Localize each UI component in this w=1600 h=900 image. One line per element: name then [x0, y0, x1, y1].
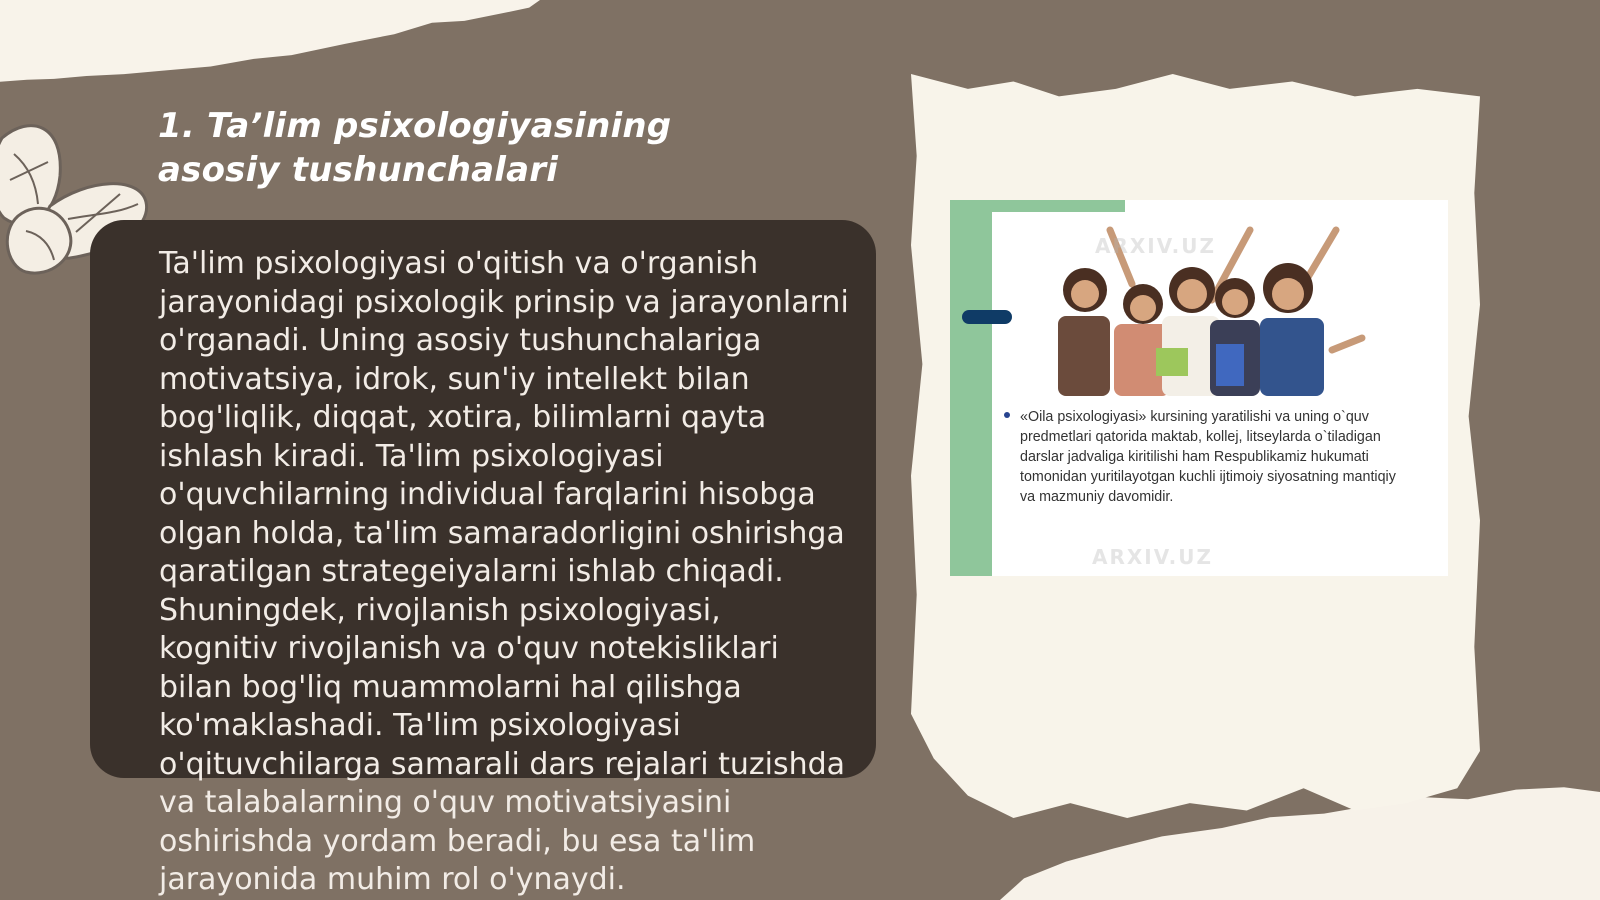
caption-bullet-icon	[1004, 412, 1010, 418]
image-blue-marker	[962, 310, 1012, 324]
image-green-sidebar	[950, 200, 992, 576]
students-photo	[1040, 212, 1400, 397]
slide-image	[950, 200, 1448, 576]
image-caption: «Oila psixologiyasi» kursining yaratilishi va uning o`quv predmetlari qatorida maktab, kollej, litseylarda o`tiladigan darslar jadvaliga kiritilishi ham Respublikamiz hukumati tomonidan yuritilayotgan kuchli ijtimoiy siyosatning mantiqiy va mazmuniy davomidir.	[1020, 409, 1396, 505]
slide-title: 1. Ta’lim psixologiyasining asosiy tushunchalari	[158, 106, 672, 190]
image-green-topbar	[950, 200, 1125, 212]
slide-body-text: Ta'lim psixologiyasi o'qitish va o'rganish jarayonidagi psixologik prinsip va jarayonlarni o'rganadi. Uning asosiy tushunchalariga motivatsiya, idrok, sun'iy intellekt bilan bog'liqlik, diqqat, xotira, bilimlarni qayta ishlash kiradi. Ta'lim psixologiyasi o'quvchilarning individual farqlarini hisobga olgan holda, ta'lim samaradorligini oshirishga qaratilgan strategeiyalarni ishlab chiqadi. Shuningdek, rivojlanish psixologiyasi, kognitiv rivojlanish va o'quv notekisliklari bilan bog'liq muammolarni hal qilishga ko'maklashadi. Ta'lim psixologiyasi o'qituvchilarga samarali dars rejalari tuzishda va talabalarning o'quv motivatsiyasini oshirishda yordam beradi, bu esa ta'lim jarayonida muhim rol o'ynaydi.	[159, 246, 849, 897]
top-paper-decoration	[0, 0, 540, 95]
watermark-top: ARXIV.UZ	[1095, 234, 1216, 258]
watermark-bottom: ARXIV.UZ	[1092, 545, 1213, 569]
